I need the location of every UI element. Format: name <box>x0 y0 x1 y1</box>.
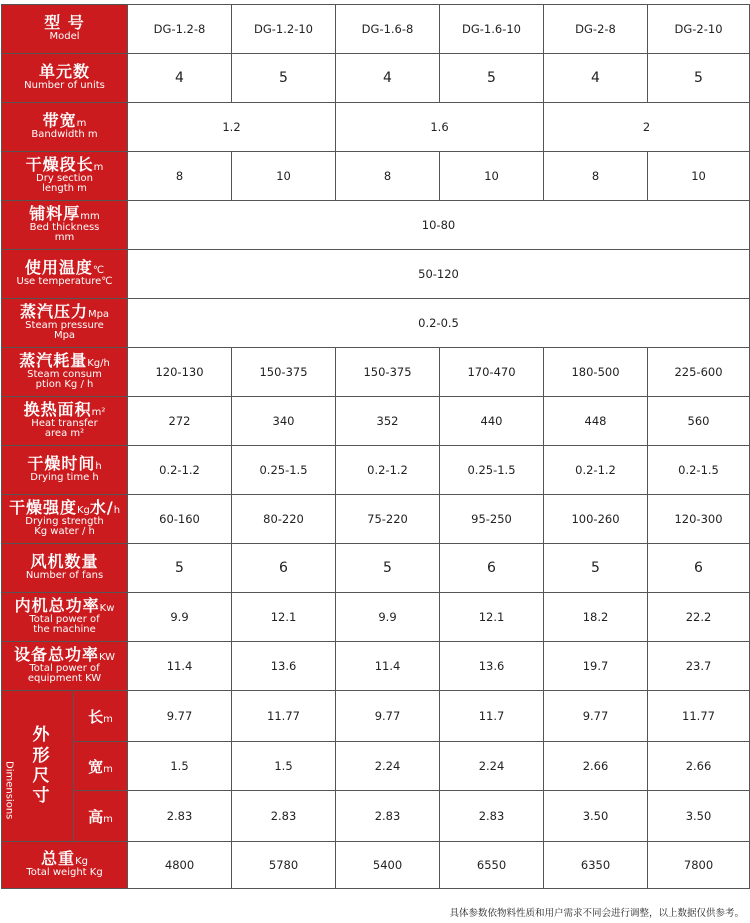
label-heat-area: 换热面积m² Heat transfer area m² <box>2 397 128 446</box>
fans-cell: 6 <box>440 544 544 593</box>
row-bed-thickness <box>2 201 750 250</box>
units-cell: 5 <box>232 54 336 103</box>
dry-length-cell: 10 <box>648 152 750 201</box>
heat-area-cell: 440 <box>440 397 544 446</box>
inner-power-cell: 12.1 <box>440 593 544 642</box>
bandwidth-cell: 2 <box>544 103 750 152</box>
label-total-power: 设备总功率KW Total power of equipment KW <box>2 642 128 691</box>
label-drying-strength: 干燥强度Kg水/h Drying strength Kg water / h <box>2 495 128 544</box>
row-dim-wide <box>2 742 750 791</box>
label-temperature: 使用温度℃ Use temperature℃ <box>2 250 128 299</box>
heat-area-cell: 560 <box>648 397 750 446</box>
total-power-cell: 23.7 <box>648 642 750 691</box>
row-dry-length <box>2 152 750 201</box>
drying-strength-cell: 120-300 <box>648 495 750 544</box>
row-model <box>2 5 750 54</box>
label-drying-time: 干燥时间h Drying time h <box>2 446 128 495</box>
total-power-cell: 11.4 <box>336 642 440 691</box>
units-cell: 5 <box>440 54 544 103</box>
dry-length-cell: 8 <box>544 152 648 201</box>
temperature-cell: 50-120 <box>128 250 750 299</box>
heat-area-cell: 340 <box>232 397 336 446</box>
drying-strength-cell: 100-260 <box>544 495 648 544</box>
dim-wide-cell: 2.24 <box>440 742 544 791</box>
drying-time-cell: 0.2-1.2 <box>336 446 440 495</box>
total-power-cell: 13.6 <box>232 642 336 691</box>
bed-thickness-cell: 10-80 <box>128 201 750 250</box>
row-steam-consumption <box>2 348 750 397</box>
dim-wide-cell: 2.66 <box>648 742 750 791</box>
steam-consumption-cell: 180-500 <box>544 348 648 397</box>
model-cell: DG-1.6-10 <box>440 5 544 54</box>
weight-cell: 4800 <box>128 842 232 889</box>
dim-wide-cell: 1.5 <box>128 742 232 791</box>
drying-time-cell: 0.2-1.5 <box>648 446 750 495</box>
row-dim-high <box>2 791 750 842</box>
dim-high-cell: 2.83 <box>440 791 544 842</box>
inner-power-cell: 22.2 <box>648 593 750 642</box>
footnote: 具体参数依物料性质和用户需求不同会进行调整，以上数据仅供参考。 <box>449 908 744 919</box>
row-dim-long <box>2 691 750 742</box>
label-bandwidth: 带宽m Bandwidth m <box>2 103 128 152</box>
units-cell: 4 <box>336 54 440 103</box>
units-cell: 4 <box>128 54 232 103</box>
dim-long-cell: 9.77 <box>128 691 232 742</box>
model-cell: DG-1.6-8 <box>336 5 440 54</box>
weight-cell: 6550 <box>440 842 544 889</box>
model-cell: DG-1.2-10 <box>232 5 336 54</box>
drying-strength-cell: 80-220 <box>232 495 336 544</box>
dry-length-cell: 10 <box>232 152 336 201</box>
drying-time-cell: 0.25-1.5 <box>232 446 336 495</box>
label-steam-consumption: 蒸汽耗量Kg/h Steam consum ption Kg / h <box>2 348 128 397</box>
row-weight <box>2 842 750 889</box>
dim-high-cell: 2.83 <box>232 791 336 842</box>
label-model: 型 号 Model <box>2 5 128 54</box>
dim-wide-cell: 2.66 <box>544 742 648 791</box>
total-power-cell: 13.6 <box>440 642 544 691</box>
spec-table <box>1 4 750 889</box>
weight-cell: 6350 <box>544 842 648 889</box>
steam-consumption-cell: 120-130 <box>128 348 232 397</box>
fans-cell: 6 <box>648 544 750 593</box>
fans-cell: 5 <box>336 544 440 593</box>
dim-high-cell: 2.83 <box>128 791 232 842</box>
row-drying-strength <box>2 495 750 544</box>
fans-cell: 6 <box>232 544 336 593</box>
units-cell: 5 <box>648 54 750 103</box>
label-dim-wide: 宽m <box>74 742 128 791</box>
row-drying-time <box>2 446 750 495</box>
label-inner-power: 内机总功率Kw Total power of the machine <box>2 593 128 642</box>
row-heat-area <box>2 397 750 446</box>
steam-consumption-cell: 150-375 <box>232 348 336 397</box>
bandwidth-cell: 1.2 <box>128 103 336 152</box>
row-temperature <box>2 250 750 299</box>
dim-long-cell: 9.77 <box>336 691 440 742</box>
drying-time-cell: 0.2-1.2 <box>544 446 648 495</box>
fans-cell: 5 <box>544 544 648 593</box>
weight-cell: 7800 <box>648 842 750 889</box>
label-fans: 风机数量 Number of fans <box>2 544 128 593</box>
row-fans <box>2 544 750 593</box>
label-bed-thickness: 铺料厚mm Bed thickness mm <box>2 201 128 250</box>
steam-consumption-cell: 150-375 <box>336 348 440 397</box>
dry-length-cell: 8 <box>336 152 440 201</box>
inner-power-cell: 9.9 <box>336 593 440 642</box>
drying-strength-cell: 95-250 <box>440 495 544 544</box>
drying-strength-cell: 60-160 <box>128 495 232 544</box>
heat-area-cell: 272 <box>128 397 232 446</box>
label-dimensions: Dimensions 外形尺寸 <box>2 691 74 842</box>
drying-strength-cell: 75-220 <box>336 495 440 544</box>
model-cell: DG-2-10 <box>648 5 750 54</box>
label-units: 单元数 Number of units <box>2 54 128 103</box>
inner-power-cell: 9.9 <box>128 593 232 642</box>
total-power-cell: 11.4 <box>128 642 232 691</box>
inner-power-cell: 18.2 <box>544 593 648 642</box>
row-pressure <box>2 299 750 348</box>
steam-consumption-cell: 170-470 <box>440 348 544 397</box>
row-inner-power <box>2 593 750 642</box>
label-pressure: 蒸汽压力Mpa Steam pressure Mpa <box>2 299 128 348</box>
pressure-cell: 0.2-0.5 <box>128 299 750 348</box>
label-dim-high: 高m <box>74 791 128 842</box>
dim-wide-cell: 2.24 <box>336 742 440 791</box>
model-cell: DG-2-8 <box>544 5 648 54</box>
row-units <box>2 54 750 103</box>
dim-long-cell: 11.77 <box>648 691 750 742</box>
dry-length-cell: 8 <box>128 152 232 201</box>
dim-wide-cell: 1.5 <box>232 742 336 791</box>
fans-cell: 5 <box>128 544 232 593</box>
row-total-power <box>2 642 750 691</box>
label-weight: 总重Kg Total weight Kg <box>2 842 128 889</box>
heat-area-cell: 352 <box>336 397 440 446</box>
total-power-cell: 19.7 <box>544 642 648 691</box>
dim-long-cell: 9.77 <box>544 691 648 742</box>
weight-cell: 5400 <box>336 842 440 889</box>
inner-power-cell: 12.1 <box>232 593 336 642</box>
heat-area-cell: 448 <box>544 397 648 446</box>
bandwidth-cell: 1.6 <box>336 103 544 152</box>
dim-high-cell: 2.83 <box>336 791 440 842</box>
weight-cell: 5780 <box>232 842 336 889</box>
label-dry-length: 干燥段长m Dry section length m <box>2 152 128 201</box>
drying-time-cell: 0.25-1.5 <box>440 446 544 495</box>
dry-length-cell: 10 <box>440 152 544 201</box>
steam-consumption-cell: 225-600 <box>648 348 750 397</box>
label-dim-long: 长m <box>74 691 128 742</box>
dim-long-cell: 11.77 <box>232 691 336 742</box>
dim-high-cell: 3.50 <box>544 791 648 842</box>
dim-long-cell: 11.7 <box>440 691 544 742</box>
row-bandwidth <box>2 103 750 152</box>
model-cell: DG-1.2-8 <box>128 5 232 54</box>
dim-high-cell: 3.50 <box>648 791 750 842</box>
drying-time-cell: 0.2-1.2 <box>128 446 232 495</box>
units-cell: 4 <box>544 54 648 103</box>
